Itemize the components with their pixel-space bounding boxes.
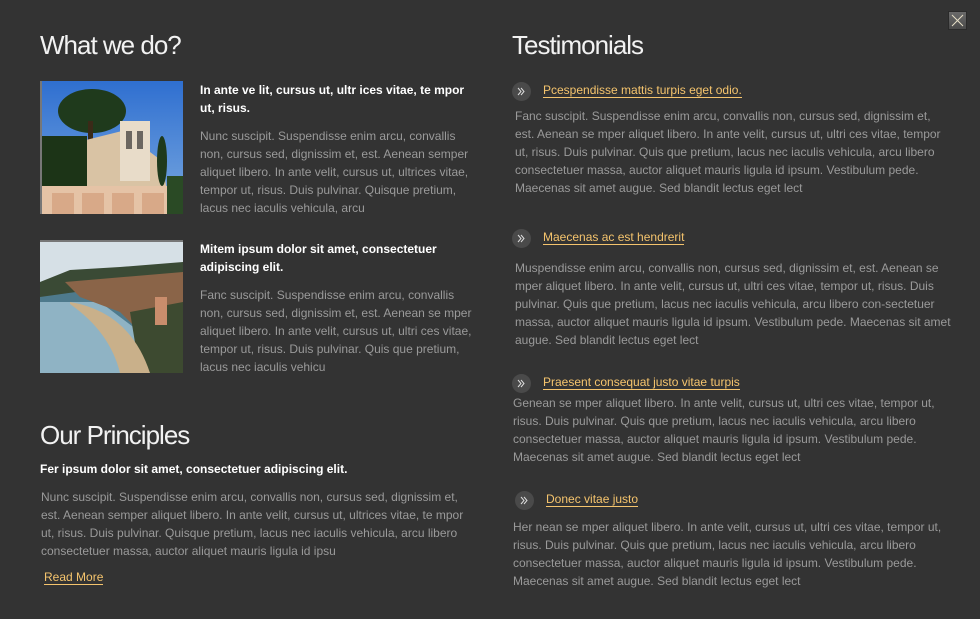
coastline-photo (40, 240, 183, 373)
double-chevron-right-icon[interactable] (512, 82, 531, 101)
testimonial-link[interactable]: Pcespendisse mattis turpis eget odio. (543, 83, 742, 97)
feature-text: Nunc suscipit. Suspendisse enim arcu, convallis non, cursus sed, dignissim et, est. Aenean semper aliquet libero. In ante velit, cursus ut, ultrices vitae, tempor ut, risus. Duis pulvinar. Quisque pretium, lacus nec iaculis vehicula, arcu (200, 129, 469, 215)
testimonial-text: Genean se mper aliquet libero. In ante velit, cursus ut, ultri ces vitae, tempor ut, risus. Duis pulvinar. Quis que pretium, lacus nec iaculis vehicula, arcu libero consectetuer massa, auctor aliquet mauris ligula id ipsum. Vestibulum pede. Maecenas sit amet augue. Sed blandit lectus eget lect (513, 396, 935, 464)
feature-title: Mitem ipsum dolor sit amet, consectetuer adipiscing elit. (200, 242, 437, 274)
testimonial-item (512, 228, 952, 349)
testimonial-link[interactable]: Donec vitae justo (546, 492, 639, 506)
testimonial-text: Her nean se mper aliquet libero. In ante velit, cursus ut, ultri ces vitae, tempor ut, risus. Duis pulvinar. Quis que pretium, lacus nec iaculis vehicula, arcu libero consectetuer massa, auctor aliquet mauris ligula id ipsum. Vestibulum pede. Maecenas sit amet augue. Sed blandit lectus eget lect (513, 520, 942, 588)
testimonial-text: Fanc suscipit. Suspendisse enim arcu, convallis non, cursus sed, dignissim et, est. Aenean se mper aliquet libero. In ante velit, cursus ut, ultri ces vitae, tempor ut, risus. Duis pulvinar. Quis que pretium, lacus nec iaculis vehicula, arcu libero consectetuer massa, auctor aliquet mauris ligula id ipsum. Vestibulum pede. Maecenas sit amet augue. Sed blandit lectus eget lect (515, 109, 941, 195)
what-we-do-title: What we do? (40, 30, 181, 60)
right-column (512, 28, 952, 588)
principles-text: Nunc suscipit. Suspendisse enim arcu, convallis non, cursus sed, dignissim et, est. Aenean semper aliquet libero. In ante velit, cursus ut, ultrices vitae, te mpor ut, risus. Duis pulvinar. Quisque pretium, lacus nec iaculis vehicula, arcu libero consectetuer massa, auctor aliquet mauris ligula id ipsu (41, 490, 464, 558)
double-chevron-right-icon[interactable] (515, 491, 534, 510)
principles-title: Our Principles (40, 420, 190, 450)
testimonials-title: Testimonials (512, 30, 644, 60)
villa-photo (40, 81, 183, 214)
testimonial-link[interactable]: Maecenas ac est hendrerit (543, 230, 685, 244)
close-icon (950, 13, 965, 28)
testimonial-item (512, 81, 952, 197)
feature-text: Fanc suscipit. Suspendisse enim arcu, convallis non, cursus sed, dignissim et, est. Aenean se mper aliquet libero. In ante velit, cursus ut, ultri ces vitae, tempor ut, risus. Duis pulvinar. Quis que pretium, lacus nec iaculis vehicu (200, 288, 472, 374)
testimonial-item (512, 373, 952, 466)
double-chevron-right-icon[interactable] (512, 229, 531, 248)
principles-subtitle: Fer ipsum dolor sit amet, consectetuer adipiscing elit. (40, 462, 348, 476)
testimonial-link[interactable]: Praesent consequat justo vitae turpis (543, 375, 740, 389)
testimonial-text: Muspendisse enim arcu, convallis non, cursus sed, dignissim et, est. Aenean se mper aliquet libero. In ante velit, cursus ut, ultri ces vitae, tempor ut, risus. Duis pulvinar. Quis que pretium, lacus nec iaculis vehicula, arcu libero con-sectetuer massa, auctor aliquet mauris ligula id ipsum. Vestibulum pede. Maecenas sit amet augue. Sed blandit lectus eget lect (515, 261, 951, 347)
left-column (40, 28, 480, 584)
double-chevron-right-icon[interactable] (512, 374, 531, 393)
feature-title: In ante ve lit, cursus ut, ultr ices vitae, te mpor ut, risus. (200, 83, 465, 115)
testimonial-item (512, 490, 952, 590)
read-more-link[interactable]: Read More (44, 570, 104, 584)
